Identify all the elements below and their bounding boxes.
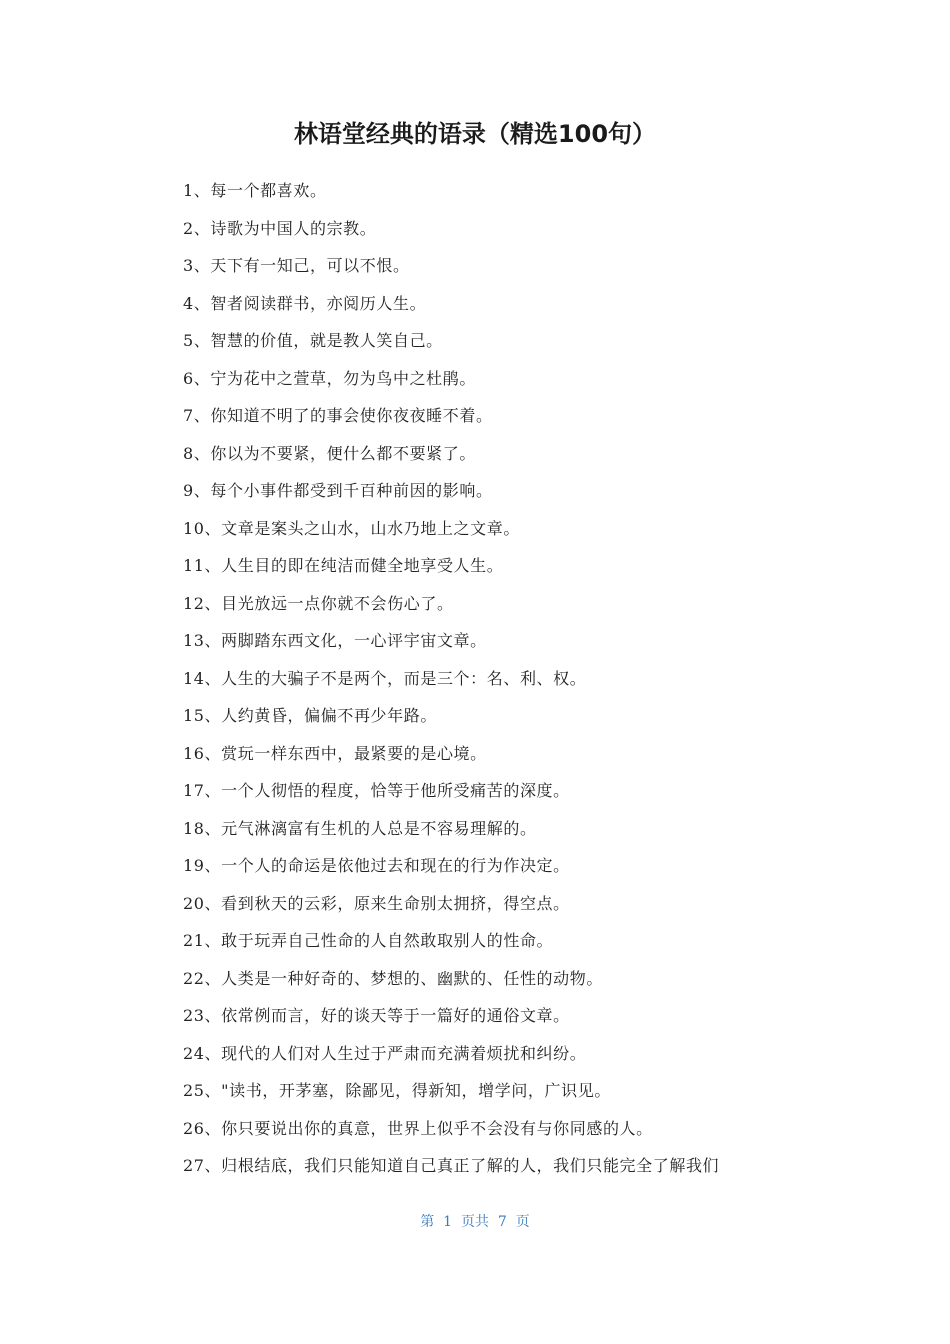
quote-item: 20、看到秋天的云彩，原来生命别太拥挤，得空点。	[183, 893, 570, 913]
quote-item: 17、一个人彻悟的程度，恰等于他所受痛苦的深度。	[183, 781, 570, 800]
document-title: 林语堂经典的语录（精选100句）	[293, 120, 657, 148]
quote-item: 15、人约黄昏，偏偏不再少年路。	[183, 706, 437, 725]
quote-item: 2、诗歌为中国人的宗教。	[183, 218, 377, 238]
quote-item: 4、智者阅读群书，亦阅历人生。	[183, 293, 427, 313]
quote-item: 11、人生目的即在纯洁而健全地享受人生。	[183, 556, 504, 575]
quote-item: 25、"读书，开茅塞，除鄙见，得新知，增学问，广识见。	[183, 1081, 611, 1100]
quote-item: 19、一个人的命运是依他过去和现在的行为作决定。	[183, 856, 570, 875]
quote-item: 16、赏玩一样东西中，最紧要的是心境。	[183, 743, 487, 763]
quote-list	[183, 172, 823, 1185]
quote-item: 13、两脚踏东西文化，一心评宇宙文章。	[183, 631, 487, 650]
quote-item: 7、你知道不明了的事会使你夜夜睡不着。	[183, 406, 493, 425]
quote-item: 22、人类是一种好奇的、梦想的、幽默的、任性的动物。	[183, 968, 603, 988]
quote-item: 18、元气淋漓富有生机的人总是不容易理解的。	[183, 818, 537, 838]
quote-item: 21、敢于玩弄自己性命的人自然敢取别人的性命。	[183, 931, 554, 950]
quote-item: 5、智慧的价值，就是教人笑自己。	[183, 331, 443, 350]
quote-item: 8、你以为不要紧，便什么都不要紧了。	[183, 443, 476, 463]
quote-item: 10、文章是案头之山水，山水乃地上之文章。	[183, 518, 520, 538]
quote-item: 26、你只要说出你的真意，世界上似乎不会没有与你同感的人。	[183, 1118, 653, 1138]
page-number-footer: 第 1 页共 7 页	[420, 1214, 530, 1230]
quote-item: 24、现代的人们对人生过于严肃而充满着烦扰和纠纷。	[183, 1043, 587, 1063]
quote-item: 12、目光放远一点你就不会伤心了。	[183, 593, 454, 613]
quote-item: 27、归根结底，我们只能知道自己真正了解的人，我们只能完全了解我们	[183, 1156, 720, 1175]
quote-item: 1、每一个都喜欢。	[183, 181, 327, 200]
quote-item: 23、依常例而言，好的谈天等于一篇好的通俗文章。	[183, 1006, 570, 1025]
quote-item: 6、宁为花中之萱草，勿为鸟中之杜鹃。	[183, 368, 476, 388]
quote-item: 9、每个小事件都受到千百种前因的影响。	[183, 481, 493, 500]
quote-item: 14、人生的大骗子不是两个，而是三个：名、利、权。	[183, 668, 587, 688]
quote-item: 3、天下有一知己，可以不恨。	[183, 256, 410, 275]
